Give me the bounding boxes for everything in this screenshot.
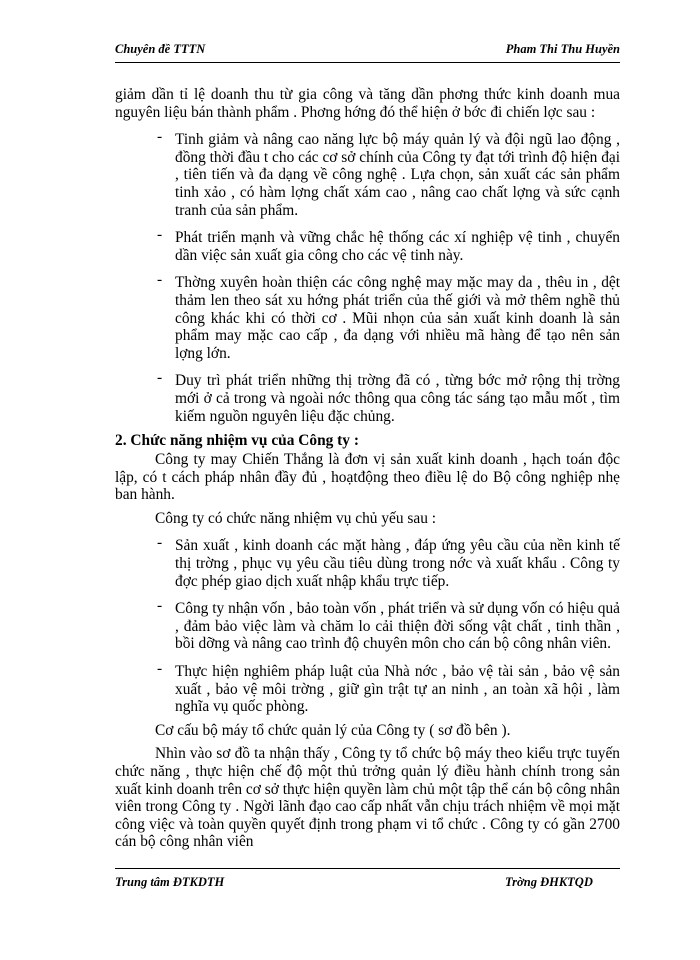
strategy-item: - Duy trì phát triển những thị trờng đã có , từng bớc mở rộng thị trờng mới ở cả trong và ngoài nớc thông qua công tác sáng tạo mẫu mốt , tìm kiếm nguồn nguyên liệu đặc chủng. [157,369,620,425]
footer-university-name: Trờng ĐHKTQD [505,875,593,889]
strategy-item: - Thờng xuyên hoàn thiện các công nghệ may mặc may da , thêu in , dệt thảm len theo sát xu hớng phát triển của thế giới và mở thêm nghề thủ công khác khi có thời cơ . Mũi nhọn của sản xuất kinh doanh là sản phẩm may mặc cao cấp , đa dạng với nhiều mã hàng để tạo nên sản lợng lớn. [157,271,620,362]
page-body [115,86,620,851]
header-author-name: Pham Thi Thu Huyền [505,42,620,56]
org-structure-paragraph: Cơ cấu bộ máy tổ chức quản lý của Công ty ( sơ đồ bên ). [155,721,511,739]
function-item: - Công ty nhận vốn , bảo toàn vốn , phát triển và sử dụng vốn có hiệu quả , đảm bảo việc làm và chăm lo cải thiện đời sống vật chất , tinh thần , bồi dỡng và nâng cao trình độ chuyên môn cho cán bộ công nhân viên. [157,597,620,653]
functions-list [115,534,620,716]
strategy-item: - Tinh giảm và nâng cao năng lực bộ máy quản lý và đội ngũ lao động , đồng thời đầu t cho các cơ sở chính của Công ty đạt tới trình độ hiện đại , tiên tiến và đa dạng về công nghệ . Lựa chọn, sản xuất các sản phẩm tinh xảo , có hàm lợng chất xám cao , nâng cao chất lợng và sức cạnh tranh của sản phẩm. [157,128,621,219]
bullet-dash-icon: - [157,369,163,387]
function-item: - Thực hiện nghiêm pháp luật của Nhà nớc , bảo vệ tài sản , bảo vệ sản xuất , bảo vệ môi trờng , giữ gìn trật tự an ninh , an toàn xã hội , làm nghĩa vụ quốc phòng. [157,660,620,716]
page-footer [115,868,620,889]
company-description-paragraph: Công ty may Chiến Thắng là đơn vị sản xuất kinh doanh , hạch toán độc lập, có t cách pháp nhân đầy đủ , hoạtđộng theo điều lệ do Bộ công nghiệp nhẹ ban hành. [115,451,620,504]
functions-intro-paragraph: Công ty có chức năng nhiệm vụ chủ yếu sau : [155,509,437,527]
org-analysis-paragraph: Nhìn vào sơ đồ ta nhận thấy , Công ty tổ chức bộ máy theo kiểu trực tuyến chức năng , thực hiện chế độ một thủ trởng quản lý điều hành chính trong sản xuất kinh doanh trên cơ sở thực hiện quyền làm chủ một tập thể cán bộ công nhân viên trong Công ty . Ngời lãnh đạo cao cấp nhất vẫn chịu trách nhiệm về mọi mặt công việc và toàn quyền quyết định trong phạm vi tổ chức . Công ty có gần 2700 cán bộ công nhân viên [115,745,620,851]
bullet-dash-icon: - [157,597,163,615]
intro-paragraph: giảm dần tỉ lệ doanh thu từ gia công và tăng dần phơng thức kinh doanh mua nguyên liệu bán thành phẩm . Phơng hớng đó thể hiện ở bớc đi chiến lợc sau : [115,86,620,121]
bullet-dash-icon: - [157,128,163,146]
bullet-dash-icon: - [157,226,163,244]
page-header [115,40,620,63]
bullet-dash-icon: - [157,660,163,678]
function-item: - Sản xuất , kinh doanh các mặt hàng , đáp ứng yêu cầu của nền kinh tế thị trờng , phục vụ yêu cầu tiêu dùng trong nớc và xuất khẩu . Công ty đợc phép giao dịch xuất nhập khẩu trực tiếp. [157,534,620,590]
strategy-list [115,128,621,425]
section-heading: 2. Chức năng nhiệm vụ của Công ty : [115,432,359,450]
footer-center-name: Trung tâm ĐTKDTH [115,875,225,889]
header-course-title: Chuyên đề TTTN [115,42,206,56]
strategy-item: - Phát triển mạnh và vững chắc hệ thống các xí nghiệp vệ tinh , chuyển dần việc sản xuất gia công cho các vệ tinh này. [157,226,620,264]
bullet-dash-icon: - [157,534,163,552]
bullet-dash-icon: - [157,271,163,289]
